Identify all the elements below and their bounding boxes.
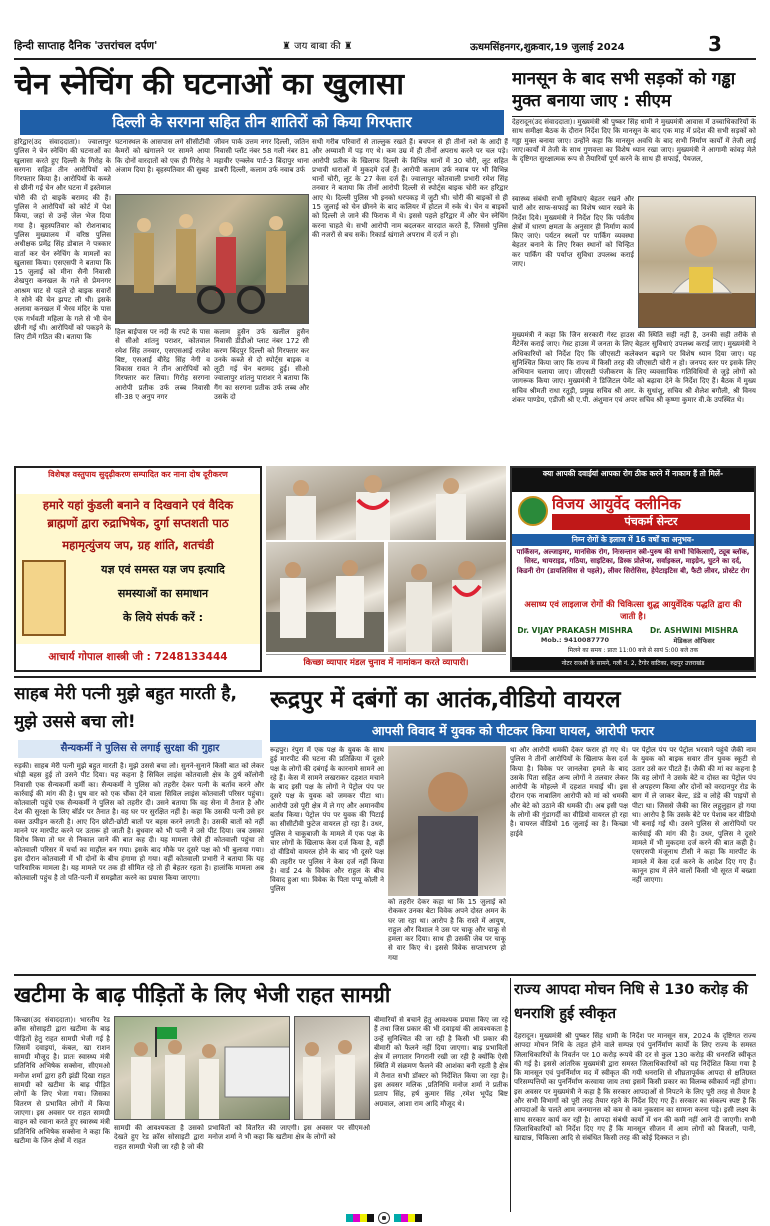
relief-flagoff-illustration: [115, 1017, 290, 1120]
traders-photo-right: [388, 542, 506, 652]
relief-photo-2: [294, 1016, 370, 1120]
ayur-clinic-sub: पंचकर्म सेन्टर: [552, 514, 750, 530]
registration-mark-icon: [378, 1212, 390, 1224]
disaster-text: देहरादून। मुख्यमंत्री श्री पुष्कर सिंह धामी के निर्देश पर मानसून सत्र, 2024 के दृष्टिगत राज्य आपदा मोचन निधि के तहत होने वाले सम्पन्न एवं पुनर्निर्माण कार्यों के लिए राज्य के समस्त जिलाधिकारियों के निवर्तन पर 10 करोड़ रूपये की दर से कुल 130 करोड़ की धनराशि स्वीकृत की गई है। इससे आंतरिक मुख्यमंत्री द्वारा समस्त जिलाधिकारियों को यह निर्देशित किया गया है कि मानसून एवं पुनर्निर्माण मद में स्वीकृत की गयी धनराशि से शीघ्रतापूर्वक आपदा से क्षतिग्रस्त परिसम्पत्तियों का पुनर्निर्माण करवाया जाय तथा इसमें किसी प्रकार का विलम्ब स्वीकार्य नहीं होगा। इस अवसर पर मुख्यमंत्री ने कहा है कि सरकार आपदाओं से निपटने के लिए पूरी तरह से तैयार है और सभी विभागों को पूरी तरह तैयार रहने के निर्देश दिए गए हैं। सरकार का संकल्प स्पष्ट है कि आपदाओं के चलते आम जनमानस को कम से कम नुकसान का सामना करना पड़े। इसी लक्ष्य के साथ सरकार कार्य कर रही है। आपदा संबंधी कार्यों में धन की कमी नहीं आने दी जाएगी। सभी जिलाधिकारियों को निर्देश दिए गए हैं कि मानसून सीजन में आम लोगों को बिजली, पानी, खाद्यान्न, चिकित्सा आदि से संबंधित किसी तरह की कोई दिक्कत न हो।: [514, 1032, 756, 1143]
khatima-col2b: प्रभावितों को वितरित की जाएगी। इस अवसर पर सीएमओ मनोज शर्मा ने भी कहा कि खटीमा क्षेत्र के लोगों को: [208, 1124, 370, 1142]
khatima-col1: किच्छा(उद संवाददाता)। भारतीय रेड क्रॉस सोसाइटी द्वारा खटीमा के बाढ़ पीड़ितों हेतु राहत सामग्री भेजी गई है जिसमें दवाइयां, कंबल, खा राशन सामग्री मौजूद है। प्रातः स्वास्थ्य मंत्री प्रतिनिधि अभिषेक सक्सेना, सीएमओ मनोज शर्मा द्वारा हरी झंडी दिखा राहत सामग्री को खटीमा के बाढ़ पीड़ित लोगों के लिए भेजा गया। जिसका वितरण से प्रभावित लोगों में किया जाएगा। इस अवसर पर राहत सामग्री वाहन को रवाना करते हुए स्वास्थ्य मंत्री प्रतिनिधि अभिषेक सक्सेना ने कहा कि खटीमा के जिन क्षेत्रों में राहत: [14, 1016, 110, 1145]
disaster-headline: राज्य आपदा मोचन निधि से 130 करोड़ की धनराशि हुई स्वीकृत: [514, 982, 748, 1022]
astro-ad-line1: हमारे यहां कुंडली बनाने व दिखवाने एवं वैदिक: [42, 498, 234, 512]
chain-subhead: दिल्ली के सरगना सहित तीन शातिरों को किया गिरफ्तार: [20, 110, 504, 135]
ayur-list: पार्किंसन, अल्जाइमर, मानसिक रोग, निःसन्तान स्त्री-पुरुष की सभी चिकित्साएँ, ट्यूब ब्लॉक, सिस्ट, थायराइड, गठिया, साइटिका, डिस्क प्रोलेप्स, सर्वाइकल, माइग्रेन, घुटने का दर्द, किडनी रोग (डायलिसिस से पहले), लीवर सिरोसिस, हेपेटाइटिस बी, फैटी लीवर, प्रोस्टेट रोग: [516, 548, 750, 575]
color-bar-left: [346, 1214, 374, 1222]
monsoon-text3: मुख्यमंत्री ने कहा कि जिन सरकारी गेस्ट हाउस की स्थिति सही नहीं है, उनकी सही तरीके से मैंटेनेंस कराई जाए। गेस्ट हाउस में जनता के लिए बेहतर सुविधाएं उपलब्ध कराई जाए। मुख्यमंत्री ने अधिकारियों को निर्देश दिए कि जीएसटी कलेक्शन बढ़ाने पर विशेष ध्यान दिया जाए। यह सुनिश्चित किया जाए कि राज्य में किसी तरह की जीएसटी चोरी न हो। जनपद स्तर पर इसके लिए अभियान चलाया जाए। जीएसटी पंजीकरण के लिए व्यवसायिक गतिविधियों से जुड़े लोगों को जागरूक किया जाए। मुख्यमंत्री ने डिजिटल पेमेंट को बढ़ावा देने के निर्देश दिए हैं। बैठक में मुख्य सचिव श्रीमती राधा रतूड़ी, प्रमुख सचिव श्री आर. के सुधांशु, सचिव श्री शैलेश बगौली, श्री विनय शंकर पाण्डेय, एडीजी श्री ए.पी. अंशुमान एवं अपर सचिव श्री कृष्णा कुमार वी.के उपस्थित थे।: [512, 331, 756, 405]
monsoon-rule: [512, 116, 756, 117]
ayur-doc1: Dr. VIJAY PRAKASH MISHRA: [517, 626, 633, 635]
date-line: ऊधमसिंहनगर,शुक्रवार,19 जुलाई 2024: [470, 42, 625, 53]
cm-portrait-illustration: [639, 197, 756, 328]
chain-col2b: हिल बाईपास पर नदी के रपटे के पास से सीओ शांतनु पराशर, कोतवाल रमेश सिंह तनवार, एसएसआई राजेश बिष्ट, एसआई बीरेंद्र सिंह नेगी व विकास रावत ने तीन आरोपियों को गिरफ्तार कर लिया। गिरोह सरगना आरोपी प्रतीक उर्फ लब्ब निवासी सी-38 ए अनुप नगर: [115, 328, 210, 402]
rudrapur-col3a: [510, 746, 628, 970]
chain-col3: जीवन पार्क उत्तम नगर दिल्ली, जतिन निवासी प्लॉट नंबर 58 गली नंबर 81 महावीर एन्क्लेव पार्ट-3 बिंदापुर थाना डाबरी दिल्ली, कलाम उर्फ नवाब उर्फ: [214, 138, 309, 174]
rudrapur-col1: रूद्रपुर। रंपुरा में एक पक्ष के युवक के साथ हुई मारपीट की घटना की प्रतिक्रिया में दूसरे पक्ष के लोगों की दबंगई के कारनामे सामने आ रहे हैं। केस में सामने लखराकर दहशत मचाने के बाद इसी पक्ष के लोगों ने पेट्रोल पंप पर दूसरे पक्ष के युवक को जमकर पीटा था। आरोपी उसे पूरी क्षेत्र में ले गए और अमानवीय बर्ताव किया। पेट्रोल पंप पर युवक की पिटाई का सीसीटीवी फुटेज वायरल हो रहा है। उधर, पुलिस ने चाकूबाजी के मामले में एक पक्ष के चार लोगों के खिलाफ केस दर्ज किया है, वहीं दो वीडियो वायरल होने के बाद भी दूसरे पक्ष की तहरीर पर पुलिस ने केस दर्ज नहीं किया है। वार्ड 24 के विवेक और राहुल के बीच विवाद हुआ था। विवेक के पिता पप्पू कोली ने पुलिस: [270, 746, 384, 894]
lamp-icon: ♜: [343, 41, 353, 52]
crowd-illustration: [266, 466, 506, 540]
ayurveda-ad: [510, 466, 756, 672]
mid-rule-1: [14, 676, 756, 678]
monsoon-text2: स्वास्थ्य संबंधी सभी सुविधाएं बेहतर रखने और चारों ओर साफ-सफाई का विशेष ध्यान रखने के निर्देश दिये। मुख्यमंत्री ने निर्देश दिए कि पर्वतीय क्षेत्रों में धारण क्षमता के अनुसार ही निर्माण कार्य किए जाएं। पर्यटन स्थलों पर पार्किंग व्यवस्था बेहतर बनाने के लिए रिक्त स्थानों को चिन्हित कर पार्किंग की पर्याप्त सुविधा उपलब्ध कराई जाए।: [512, 195, 634, 269]
khatima-col3: बीमारियों से बचाने हेतु आवश्यक प्रयास किए जा रहे हैं तथा जिस प्रकार की भी दवाइयां की आवश्यकता है उन्हें सुनिश्चित की जा रही है किसी भी प्रकार की बीमारी को फैलने नहीं दिया जाएगा। बाढ़ प्रभावितों क्षेत्र में लगातार निगरानी रखी जा रही है क्योंकि ऐसी स्थिति में संक्रमण फैलने की आशंका बनी रहती है क्षेत्र में तैनात सभी डॉक्टर को निर्देशित किया जा रहा है। इस अवसर मलिक ,प्रतिनिधि मनोज शर्मा ने प्रतीक प्रताप सिंह, हर्ष कुमार सिंह ,रमेश भूपेंद्र बिष्ट अग्रवाल, आशा राम आदि मौजूद थे।: [374, 1016, 508, 1108]
rudrapur-col4: पर पेट्रोल पंप पर पेट्रोल भरवाने पहुंचे जैकी नाम के युवक को बाइक सवार तीन युवक स्कूटी से उतार उसे कर पीटते हैं। जैकी की मां का कहना है कि वह लोगों ने उसके बेटे व दोस्त का पेट्रोल पंप से अपहरण किया और दोनों को वरदानपुर रोड के बाग में ले जाकर बेल्ट, डंडे व लोहे की पाइपों से पीटा था। जिससे जैकी का सिर लहूलुहान हो गया था। आरोप है कि उसके बेटे पर पेशाब कर वीडियो भी बनाई गई थी। उसने पुलिस से आरोपियों पर कार्रवाई की मांग की है। उधर, पुलिस ने दूसरे मामले में भी मुकदमा दर्ज करने की बात कही है। एसएसपी मंजूनाथ टीसी ने कहा कि मारपीट के मामले में केस दर्ज करने के आदेश दिए गए हैं। कानून हाथ में लेने वालों किसी भी सूरत में बख्शा नहीं जाएगा।: [632, 746, 756, 885]
ayur-timing: मिलने का समय : प्रातः 11:00 बजे से सायं 5:00 बजे तक: [567, 647, 699, 654]
ayur-ad-top: क्या आपकी दवाईयां आपका रोग ठीक करने में नाकाम हैं तो मिलें-: [512, 468, 754, 492]
astro-ad-line5: समस्याओं का समाधान: [117, 587, 209, 600]
chain-headline: चेन स्नेचिंग की घटनाओं का खुलासा: [14, 67, 404, 102]
mid-rule-2: [14, 974, 756, 976]
chain-col2: घटनास्थल के आसपास लगे सीसीटीवी कैमरों को खंगालने पर सामने आया कि दोनों वारदातों को एक ही गिरोह ने अंजाम दिया है। बृहस्पतिवार की सुबह: [115, 138, 210, 174]
astro-ad-contact: आचार्य गोपाल शास्त्री जी : 7248133444: [16, 644, 260, 670]
header-tagline: जय बाबा की: [294, 41, 341, 52]
header-center: [282, 38, 353, 52]
ayur-clinic-name: विजय आयुर्वेद क्लीनिक: [552, 495, 681, 513]
rudrapur-col3: था और आरोपी धमकी देकर फरार हो गए थे। पुलिस ने तीनों आरोपियों के खिलाफ केस दर्ज किया है। विवेक पर जानलेवा हमले के बाद उसके पिता सहित अन्य लोगों ने तलवार लेकर आरोपी के मोहल्ले में दहशत मचाई थी। इस दौरान एक नाबालिग आरोपी को मां को धमकी और बेटे को उठाने की धमकी दी। अब इसी पक्ष के लोगों की गुंडागर्दी का वीडियो वायरल हो रहा है। वायरल वीडियो 16 जुलाई का है। किच्छा हाईवे: [510, 746, 628, 838]
traders-photo-large: [266, 466, 506, 540]
photo-caption: किच्छा व्यापार मंडल चुनाव में नामांकन करते व्यापारी।: [266, 654, 506, 670]
ayur-doc1-mobile: Mob.: 9410087770: [540, 636, 610, 644]
ayur-slogan: असाध्य एवं लाइलाज रोगों की चिकित्सा शुद्ध आयुर्वेदिक पद्धति द्वारा की जाती है।: [524, 599, 742, 622]
astro-ad-line3: महामृत्युंजय जप, ग्रह शांति, शतचंडी: [62, 538, 214, 552]
color-bar-right: [394, 1214, 422, 1222]
police-group-illustration: [116, 195, 309, 324]
ayur-doc2-title: मेडिकल ऑफिसर: [673, 637, 715, 645]
chain-col1: हरिद्वार(उद संवाददाता)। ज्वालापुर पुलिस ने चेन स्नेचिंग की घटनाओं का खुलासा करते हुए दिल्ली के गिरोह के सरगना सहित तीन आरोपियों को गिरफ्तार किया है। आरोपियों के कब्जे से छीनी गई चेन और घटना में इस्तेमाल चोरी की दो बाइकें बरामद की हैं। पुलिस ने आरोपियों को कोर्ट में पेश किया, जहां से उन्हें जेल भेज दिया गया है। बृहस्पतिवार को रोशनाबाद पुलिस मुख्यालय में वरिष्ठ पुलिस अधीक्षक प्रमेंद्र सिंह डोबाल ने पत्रकार वार्ता कर चेन स्नेचिंग के मामलों का खुलासा किया। एसएसपी ने बताया कि 15 जुलाई को मीना सैनी निवासी शेखपुरा कनखल के गले से प्रेमनगर आश्रम घाट से पहले दो बाइक सवारों ने सोने की चेन झपट ली थी। इसके अलावा कनखल में भैरव मंदिर के पास एक गर्भवती महिला के गले से भी चेन छीनी गई थी। आरोपियों को पकड़ने के लिए टीमें गठित की। बताया कि: [14, 138, 111, 342]
disaster-divider: [510, 978, 511, 1212]
rudrapur-subhead: आपसी विवाद में युवक को पीटकर किया घायल, आरोपी फरार: [270, 720, 756, 742]
astrology-ad: [14, 466, 262, 672]
page-number: 3: [708, 34, 722, 56]
saheb-text: रुड़की। साहब मेरी पत्नी मुझे बहुत मारती है। मुझे उससे बचा लो। सुनने-सुनाने किसी बात को लेकर थोड़ी बहस हुई तो उसने पीट दिया। यह कहना है सिविल लाइंस कोतवाली क्षेत्र के ठुर्ष कॉलोनी निवासी एक सैन्यकर्मी कर्मी का। सैन्यकर्मी ने पुलिस को तहरीर देकर पत्नी के बर्ताव करने और कार्रवाई की मांग की है। घुष वार को एक चौंका देने वाला सिविल लाइंस कोतवाली परिसर पहुंचा। कोतवाली पहुंचे एक सैन्यकर्मी ने पुलिस को तहरीर दी। उसने बताया कि वह सेना में तैनात है और देश की सुरक्षा के लिए बॉर्डर पर तैनात है। वह घर पर सुरक्षित नहीं है। कहा कि उसकी पत्नी उसे हर वक्त उत्पीड़न करती है। आए दिन छोटी-छोटी बातों पर बहस करने लगती है। उसकी बातों को नहीं मानने पर मारपीट करने पर उतारू हो जाती है। बुधवार को भी पत्नी ने उसे पीट दिया। जब उसका विरोध किया तो घर से निकाल जाने की बात कह दी। यह मामला जैसे ही कोतवाली पहुंचा तो कोतवाली परिसर में चर्चा का माहौल बन गया। इसके बाद मौके पर दूसरे पक्ष को भी बुलाया गया। इस दौरान कोतवाली में भी दोनों के बीच हंगामा हो गया। वहीं कोतवाली प्रभारी ने बताया कि यह पारिवारिक मामला है। यह मामले पर तक ही सीमित रहे तो ही बेहतर रहता है। हालांकि मामला अब कोतवाली पहुंच है तो पति-पत्नी में समझौता करने का प्रयास किया जाएगा।: [14, 762, 264, 882]
lamp-icon: ♜: [282, 41, 291, 52]
arrest-photo: [115, 194, 309, 324]
ayur-doc2: Dr. ASHWINI MISHRA: [649, 626, 739, 635]
cm-meeting-photo: [638, 196, 756, 328]
ayur-logo-icon: [518, 496, 548, 526]
traders-photo-left: [266, 542, 384, 652]
nomination-illustration: [266, 542, 384, 652]
monsoon-text1: देहरादून(उद संवाददाता)। मुख्यमंत्री श्री पुष्कर सिंह धामी ने मुख्यमंत्री आवास में उच्चाधिकारियों के साथ समीक्षा बैठक के दौरान निर्देश दिए कि मानसून के बाद एक माह में प्रदेश की सभी सड़कों को गड्ढा मुक्त बनाया जाए। उन्होंने कहा कि मानसून अवधि के बाद सभी निर्माण कार्यों में तेजी लाई जाए।कार्यों में तेजी के साथ गुणवत्ता का विशेष ध्यान रखा जाए। मुख्यमंत्री ने आगामी कांवड़ मेले के दृष्टिगत सुरक्षात्मक रूप से तैयारियों पूर्ण करने के साथ ही सफाई, पेयजल,: [512, 118, 756, 164]
chain-col3b: कलाम हुसैन उर्फ खलील हुसैन निवासी डीडीओ प्लाट नंबर 172 सी करण बिंदपुर दिल्ली को गिरफ्तार कर उनके कब्जे से दो स्पोर्ट्स बाइक व लूटी गई चेन बरामद हुई। सीओ ज्वालापुर शांतनु पाराशर ने बताया कि गैंग का सरगना प्रतीक उर्फ लब्ब और उसके दो: [214, 328, 309, 402]
ayur-list-title: निम्न रोगों के इलाज में 16 वर्षों का अनुभव-: [512, 534, 754, 546]
saheb-subhead: सैन्यकर्मी ने पुलिस से लगाई सुरक्षा की गुहार: [18, 740, 262, 758]
astro-ad-line4: यज्ञ एवं समस्त यज्ञ जप इत्यादि: [101, 563, 225, 576]
relief-group-illustration: [295, 1017, 370, 1120]
scroll-illustration: [22, 560, 66, 636]
masthead: [14, 34, 756, 58]
monsoon-headline: मानसून के बाद सभी सड़कों को गड्ढा मुक्त बनाया जाए : सीएम: [512, 69, 736, 111]
astro-ad-topbar: विशेषज्ञ वस्तुपाय सुदृढ़ीकरण सम्पादित कर नाना दोष दूरीकरण: [16, 468, 260, 494]
rudrapur-headline: रूद्रपुर में दबंगों का आतंक,वीडियो वायरल: [270, 687, 621, 713]
ayur-address: नोटर राजश्री के सामने, गली नं. 2, टैगोर वाटिका, रुद्रपुर उत्तराखंड: [512, 657, 754, 670]
rudrapur-col2: को तहरीर देकर कहा था कि 15 जुलाई को रोककर उनका बेटा विवेक अपने दोस्त अमन के घर जा रहा था। आरोप है कि रास्ते में आयुष, राहुल और विशाल ने उस पर चाकू और चाकू से हमला कर दिया। साथ ही उसकी जेब पर चाकू से वार किए थे। इससे विवेक सप्ताभरण हो गया: [388, 898, 506, 962]
khatima-col2: सामग्री की आवश्यकता है उसको देखते हुए रेड क्रॉस सोसाइटी द्वारा राहत सामग्री भेजी जा रही है जो की: [114, 1124, 204, 1151]
rudrapur-photo: [388, 746, 506, 896]
saheb-headline: साहब मेरी पत्नी मुझे बहुत मारती है, मुझे उससे बचा लो!: [14, 684, 237, 732]
chain-col4: सथी गरीब परिवारों से ताल्लुक रखते हैं। बचपन से ही तीनों नशे के आदी हैं और अय्याशी में पड़ गए थे। कम उम्र में ही तीनों अपराध करने पर चल पड़े। आरोपी प्रतीक के खिलाफ दिल्ली के विभिन्न थानों में 30 चोरी, लूट सहित प्रभावी धाराओं में मुकदमे दर्ज हैं। आरोपी कलाम उर्फ नवाब पर भी विभिन्न थानों चोरी, लूट के 27 केस दर्ज हैं। ज्वालापुर कोतवाली प्रभारी रमेश सिंह तनवार ने बताया कि तीनों आरोपी दिल्ली से स्पोर्ट्स बाइक चोरी कर हरिद्वार आए थे। दिल्ली पुलिस भी इनको धरपकड़ में जुटी थी। चोरी की बाइकों से ही 15 जुलाई को चेन छीनने के बाद कलियर में होटल में रुके थे। चेन व बाइकों को दिल्ली ले जाने की फिराक में थे। इससे पहले हरिद्वार में और चेन स्नेचिंग करना चाहते थे। सभी आरोपी नाम बदलकर वारदात करते हैं, जिससे पुलिस की नजरों से बच सकें। रिकार्ड खंगाले अपराध में दर्ज न हो।: [312, 138, 508, 239]
injured-youth-illustration: [388, 746, 506, 896]
relief-photo: [114, 1016, 290, 1120]
astro-ad-line2: ब्राह्मणों द्वारा रुद्राभिषेक, दुर्गा सप्तशती पाठ: [47, 516, 229, 530]
paper-name: हिन्दी साप्ताह दैनिक 'उत्तरांचल दर्पण': [14, 40, 158, 52]
astro-ad-line6: के लिये संपर्क करें :: [123, 611, 203, 624]
khatima-headline: खटीमा के बाढ़ पीड़ितों के लिए भेजी राहत सामग्री: [14, 983, 391, 1007]
garland-illustration: [388, 542, 506, 652]
